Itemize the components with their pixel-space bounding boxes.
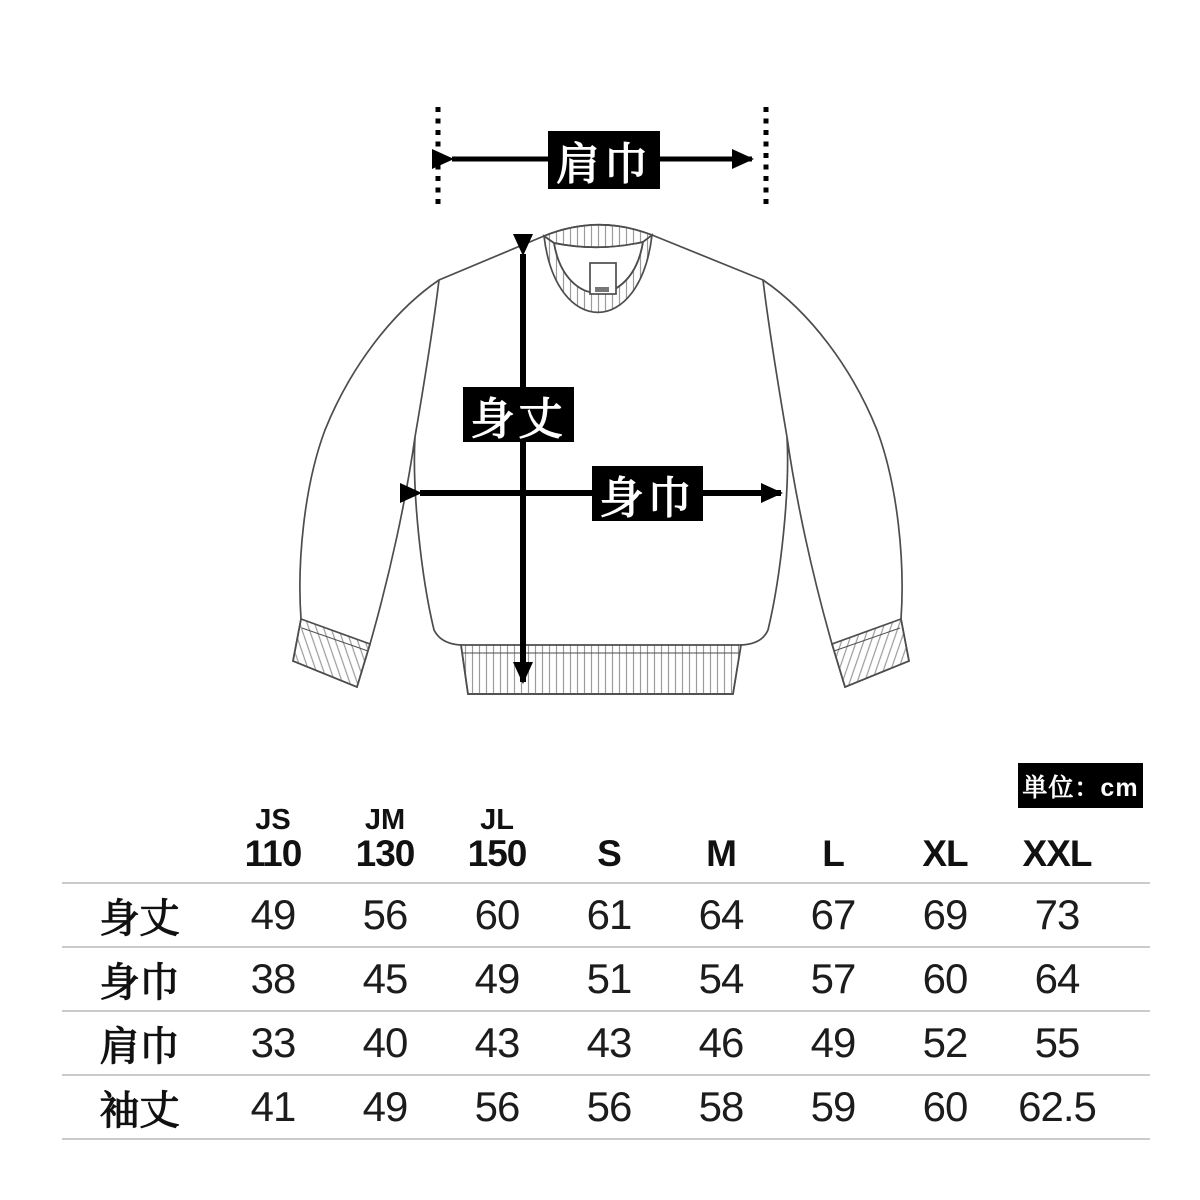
table-row-shoulder-width: [62, 1012, 1150, 1076]
size-value: 38: [250, 955, 296, 1002]
row-label: 袖丈: [99, 1088, 180, 1133]
neck-tag: [590, 263, 616, 294]
body-length-label: 身丈: [463, 387, 574, 442]
shoulder-width-label: 肩巾: [548, 131, 660, 189]
row-label: 身巾: [99, 960, 180, 1005]
table-row-sleeve-length: [62, 1076, 1150, 1140]
size-value: 49: [362, 1083, 408, 1130]
size-value: 60: [474, 891, 520, 938]
size-value: 59: [810, 1083, 856, 1130]
size-value: 56: [362, 891, 408, 938]
size-value: 46: [698, 1019, 744, 1066]
size-value: 67: [810, 891, 856, 938]
size-value: 57: [810, 955, 856, 1002]
col-header-m: M: [706, 833, 736, 875]
size-value: 33: [250, 1019, 296, 1066]
table-header-row: [62, 797, 1150, 884]
sweatshirt-outline: [293, 225, 909, 694]
col-header-jl150: JL 150: [467, 803, 527, 875]
size-value: 41: [250, 1083, 296, 1130]
col-header-s: S: [597, 833, 621, 875]
size-value: 73: [1034, 891, 1080, 938]
size-table: [62, 797, 1150, 1140]
size-value: 43: [586, 1019, 632, 1066]
row-label: 身丈: [99, 896, 180, 941]
table-row-body-width: [62, 948, 1150, 1012]
size-value: 64: [698, 891, 744, 938]
size-value: 43: [474, 1019, 520, 1066]
size-value: 61: [586, 891, 632, 938]
body-width-label: 身巾: [592, 466, 703, 521]
row-label: 肩巾: [99, 1024, 180, 1069]
size-value: 64: [1034, 955, 1080, 1002]
size-value: 54: [698, 955, 744, 1002]
size-value: 40: [362, 1019, 408, 1066]
size-value: 49: [810, 1019, 856, 1066]
col-header-js110: JS 110: [244, 803, 302, 875]
size-value: 45: [362, 955, 408, 1002]
size-value: 49: [250, 891, 296, 938]
size-value: 60: [922, 955, 968, 1002]
corner-cell: [62, 873, 217, 882]
size-value: 58: [698, 1083, 744, 1130]
size-value: 69: [922, 891, 968, 938]
size-value: 56: [474, 1083, 520, 1130]
size-value: 60: [922, 1083, 968, 1130]
size-value: 51: [586, 955, 632, 1002]
col-header-l: L: [822, 833, 844, 875]
unit-badge: 単位：cm: [1018, 763, 1143, 808]
size-value: 49: [474, 955, 520, 1002]
size-value: 56: [586, 1083, 632, 1130]
hem-rib: [461, 645, 741, 694]
size-value: 62.5: [1018, 1083, 1096, 1130]
col-header-jm130: JM 130: [355, 803, 415, 875]
size-value: 52: [922, 1019, 968, 1066]
col-header-xxl: XXL: [1022, 833, 1092, 875]
col-header-xl: XL: [922, 833, 968, 875]
size-value: 55: [1034, 1019, 1080, 1066]
table-row-body-length: [62, 884, 1150, 948]
